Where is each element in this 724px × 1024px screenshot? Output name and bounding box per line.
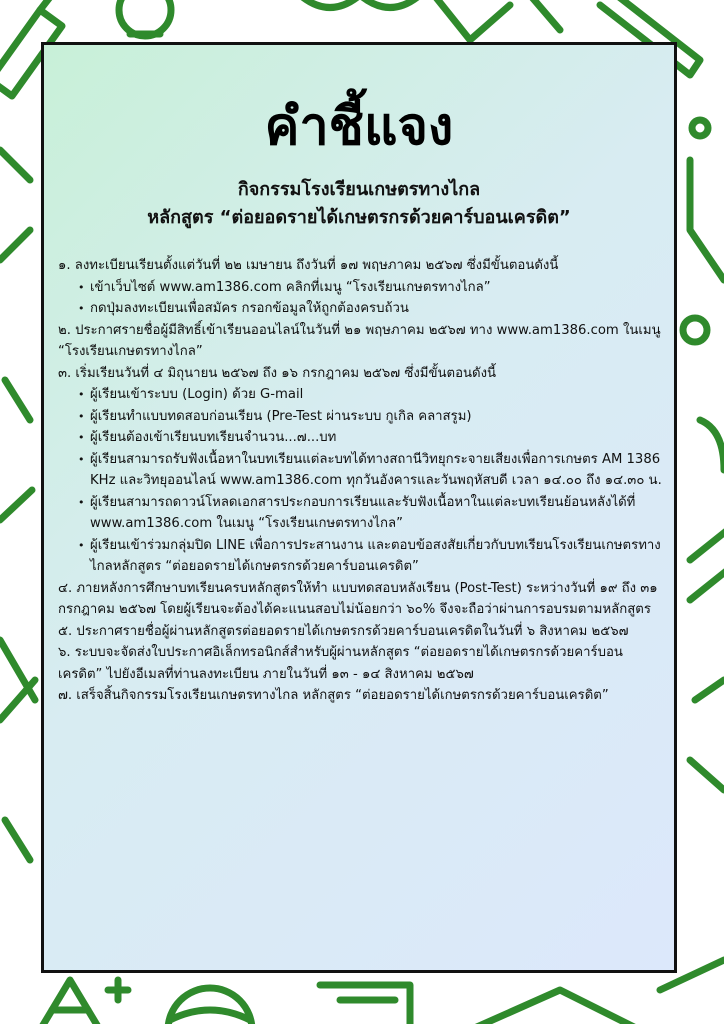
instruction-subitem: • ผู้เรียนเข้าร่วมกลุ่มปิด LINE เพื่อการประสานงาน และตอบข้อสงสัยเกี่ยวกับบทเรียนโรงเรียนเกษตรทางไกลหลักสูตร “ต่อยอดรายได้เกษตรกรด้วยคาร์บอนเครดิต” bbox=[78, 535, 664, 578]
instruction-list bbox=[58, 255, 664, 707]
instruction-item: ๗. เสร็จสิ้นกิจกรรมโรงเรียนเกษตรทางไกล หลักสูตร “ต่อยอดรายได้เกษตรกรด้วยคาร์บอนเครดิต” bbox=[58, 688, 609, 703]
instruction-subitem: • กดปุ่มลงทะเบียนเพื่อสมัคร กรอกข้อมูลให้ถูกต้องครบถ้วน bbox=[78, 298, 664, 320]
instruction-subitem: • เข้าเว็บไซต์ www.am1386.com คลิกที่เมนู “โรงเรียนเกษตรทางไกล” bbox=[78, 277, 664, 299]
instructions-card bbox=[41, 42, 677, 973]
lightbulb-icon bbox=[119, 0, 171, 36]
ruler-icon bbox=[690, 520, 724, 790]
dot-icon bbox=[692, 120, 708, 136]
course-subtitle: หลักสูตร “ต่อยอดรายได้เกษตรกรด้วยคาร์บอนเครดิต” bbox=[147, 207, 571, 228]
instruction-item: ๕. ประกาศรายชื่อผู้ผ่านหลักสูตรต่อยอดรายได้เกษตรกรด้วยคาร์บอนเครดิตในวันที่ ๖ สิงหาคม ๒๕๖๗ bbox=[58, 623, 629, 639]
instruction-subitem: • ผู้เรียนเข้าระบบ (Login) ด้วย G-mail bbox=[78, 384, 664, 406]
instruction-sublist bbox=[58, 277, 664, 320]
ruler-icon bbox=[430, 0, 560, 40]
instruction-sublist bbox=[58, 384, 664, 578]
instruction-item: ๓. เริ่มเรียนวันที่ ๔ มิถุนายน ๒๕๖๗ ถึง ๑๖ กรกฎาคม ๒๕๖๗ ซึ่งมีขั้นตอนดังนี้ bbox=[58, 365, 497, 381]
ruler-icon bbox=[0, 150, 32, 520]
instruction-subitem: • ผู้เรียนทำแบบทดสอบก่อนเรียน (Pre-Test ผ่านระบบ กูเกิล คลาสรูม) bbox=[78, 406, 664, 428]
globe-icon bbox=[168, 988, 252, 1024]
instruction-item: ๖. ระบบจะจัดส่งใบประกาศอิเล็กทรอนิกส์สำหรับผู้ผ่านหลักสูตร “ต่อยอดรายได้เกษตรกรด้วยคาร์บอนเครดิต” ไปยังอีเมลที่ท่านลงทะเบียน ภายในวันที่ ๑๓ - ๑๔ สิงหาคม ๒๕๖๗ bbox=[58, 645, 623, 682]
instruction-item: ๒. ประกาศรายชื่อผู้มีสิทธิ์เข้าเรียนออนไลน์ในวันที่ ๒๑ พฤษภาคม ๒๕๖๗ ทาง www.am1386.com ในเมนู “โรงเรียนเกษตรทางไกล” bbox=[58, 322, 661, 359]
page-title: คำชี้แจง bbox=[264, 97, 454, 157]
dot-icon bbox=[683, 318, 707, 342]
instruction-subitem: • ผู้เรียนต้องเข้าเรียนบทเรียนจำนวน...๗...บท bbox=[78, 427, 664, 449]
instruction-subitem: • ผู้เรียนสามารถดาวน์โหลดเอกสารประกอบการเรียนและรับฟังเนื้อหาในแต่ละบทเรียนย้อนหลังได้ที่ www.am1386.com ในเมนู “โรงเรียนเกษตรทางไกล” bbox=[78, 492, 664, 535]
instruction-item: ๔. ภายหลังการศึกษาบทเรียนครบหลักสูตรให้ทำ แบบทดสอบหลังเรียน (Post-Test) ระหว่างวันที่ ๑๙ ถึง ๓๑ กรกฎาคม ๒๕๖๗ โดยผู้เรียนจะต้องได้คะแนนสอบไม่น้อยกว่า ๖๐% จึงจะถือว่าผ่านการอบรมตามหลักสูตร bbox=[58, 580, 658, 617]
activity-subtitle: กิจกรรมโรงเรียนเกษตรทางไกล bbox=[237, 179, 481, 200]
instruction-subitem: • ผู้เรียนสามารถรับฟังเนื้อหาในบทเรียนแต่ละบทได้ทางสถานีวิทยุกระจายเสียงเพื่อการเกษตร AM 1386 KHz และวิทยุออนไลน์ www.am1386.com ทุกวันอังคารและวันพฤหัสบดี เวลา ๑๔.๐๐ ถึง ๑๔.๓๐ น. bbox=[78, 449, 664, 492]
grade-a-plus-icon bbox=[40, 980, 128, 1024]
instruction-item: ๑. ลงทะเบียนเรียนตั้งแต่วันที่ ๒๒ เมษายน ถึงวันที่ ๑๗ พฤษภาคม ๒๕๖๗ ซึ่งมีขั้นตอนดังนี้ bbox=[58, 258, 559, 273]
book-icon bbox=[300, 0, 420, 8]
book-icon bbox=[320, 985, 410, 1024]
pencil-icon bbox=[0, 640, 35, 860]
